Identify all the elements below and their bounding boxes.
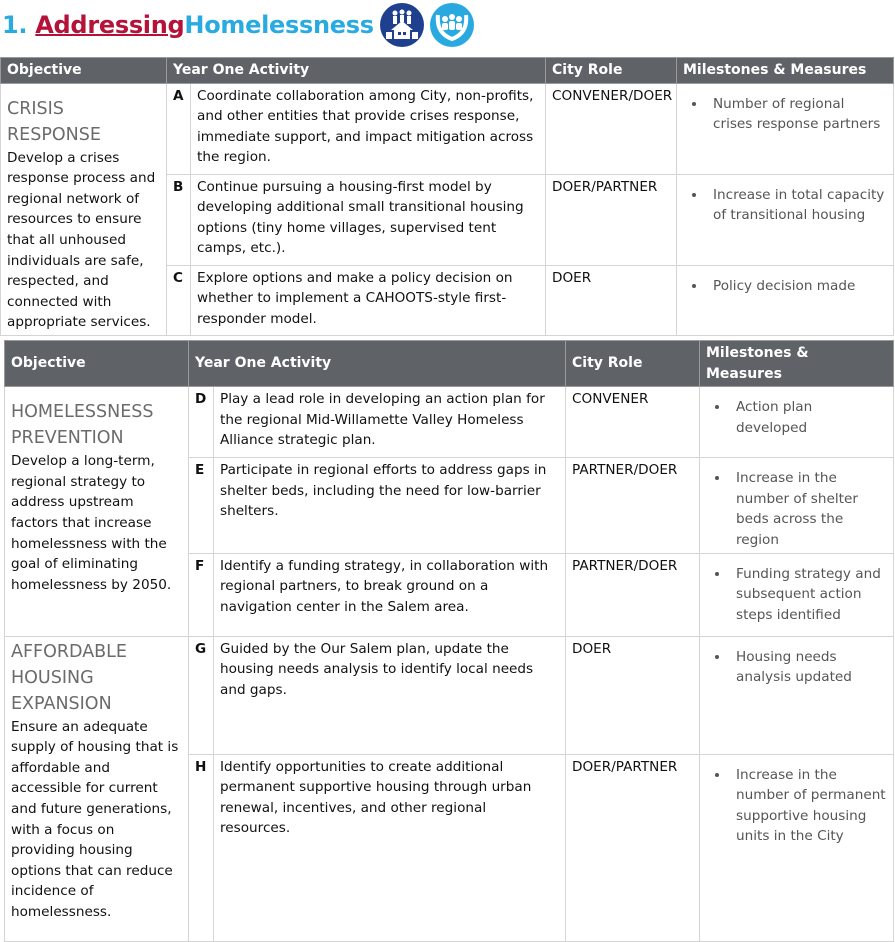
milestone-item: • Action plan developed bbox=[730, 397, 887, 438]
city-role: DOER bbox=[566, 636, 700, 754]
milestone-item: • Increase in the number of permanent supportive housing units in the City bbox=[730, 765, 887, 847]
milestone bbox=[700, 458, 894, 553]
row-letter: G bbox=[189, 636, 214, 754]
activity: Continue pursuing a housing-first model by developing additional small transitional housing options (tiny home villages, supervised tent camps, etc.). bbox=[191, 174, 546, 265]
milestone-item: • Increase in total capacity of transitional housing bbox=[707, 185, 887, 226]
objective-cell bbox=[5, 636, 189, 941]
activity: Participate in regional efforts to address gaps in shelter beds, including the need for low-barrier shelters. bbox=[214, 458, 566, 553]
community-care-icon bbox=[430, 3, 474, 47]
section-title-word-homelessness: Homelessness bbox=[184, 11, 374, 39]
objective-description: Develop a long-term, regional strategy to address upstream factors that increase homelessness with the goal of eliminating homelessness by 2050. bbox=[11, 453, 172, 593]
milestone-item: • Increase in the number of shelter beds across the region bbox=[730, 468, 887, 550]
table-row bbox=[5, 387, 894, 458]
header-objective: Objective bbox=[5, 341, 189, 387]
prevention-housing-table bbox=[4, 340, 894, 942]
city-role: PARTNER/DOER bbox=[566, 553, 700, 636]
family-housing-icon bbox=[380, 3, 424, 47]
section-number: 1. bbox=[2, 11, 28, 39]
row-letter: A bbox=[167, 83, 191, 174]
milestone bbox=[677, 174, 894, 265]
milestone bbox=[700, 754, 894, 941]
activity: Explore options and make a policy decision on whether to implement a CAHOOTS-style first-responder model. bbox=[191, 265, 546, 335]
header-milestones: Milestones & Measures bbox=[677, 58, 894, 84]
activity: Identify opportunities to create additional permanent supportive housing through urban renewal, incentives, and other regional resources. bbox=[214, 754, 566, 941]
row-letter: F bbox=[189, 553, 214, 636]
objective-cell bbox=[1, 83, 167, 335]
header-role: City Role bbox=[566, 341, 700, 387]
objective-cell bbox=[5, 387, 189, 636]
activity: Coordinate collaboration among City, non-profits, and other entities that provide crises response, immediate support, and impact mitigation across the region. bbox=[191, 83, 546, 174]
table-header bbox=[1, 58, 894, 84]
activity: Guided by the Our Salem plan, update the housing needs analysis to identify local needs and gaps. bbox=[214, 636, 566, 754]
city-role: CONVENER bbox=[566, 387, 700, 458]
activity: Identify a funding strategy, in collaboration with regional partners, to break ground on a navigation center in the Salem area. bbox=[214, 553, 566, 636]
row-letter: D bbox=[189, 387, 214, 458]
milestone bbox=[700, 553, 894, 636]
header-activity: Year One Activity bbox=[189, 341, 566, 387]
objective-title: CRISIS RESPONSE bbox=[7, 98, 101, 145]
row-letter: H bbox=[189, 754, 214, 941]
milestone-item: • Policy decision made bbox=[707, 276, 887, 297]
crisis-response-table bbox=[0, 57, 894, 336]
section-title bbox=[2, 0, 474, 50]
row-letter: E bbox=[189, 458, 214, 553]
city-role: DOER/PARTNER bbox=[566, 754, 700, 941]
header-objective: Objective bbox=[1, 58, 167, 84]
city-role: DOER/PARTNER bbox=[546, 174, 677, 265]
milestone-item: • Number of regional crises response partners bbox=[707, 94, 887, 135]
city-role: PARTNER/DOER bbox=[566, 458, 700, 553]
section-title-word-addressing: Addressing bbox=[35, 11, 185, 39]
activity: Play a lead role in developing an action plan for the regional Mid-Willamette Valley Homeless Alliance strategic plan. bbox=[214, 387, 566, 458]
header-activity: Year One Activity bbox=[167, 58, 546, 84]
row-letter: B bbox=[167, 174, 191, 265]
milestone bbox=[700, 636, 894, 754]
milestone-item: • Funding strategy and subsequent action steps identified bbox=[730, 564, 887, 626]
header-milestones: Milestones & Measures bbox=[700, 341, 894, 387]
objective-title: HOMELESSNESS PREVENTION bbox=[11, 402, 154, 449]
objective-description: Ensure an adequate supply of housing that is affordable and accessible for current and future generations, with a focus on providing housing options that can reduce incidence of homelessness. bbox=[11, 718, 179, 920]
header-role: City Role bbox=[546, 58, 677, 84]
objective-description: Develop a crises response process and regional network of resources to ensure that all unhoused individuals are safe, respected, and connected with appropriate services. bbox=[7, 149, 156, 331]
table-row bbox=[5, 636, 894, 754]
milestone bbox=[677, 83, 894, 174]
table-row bbox=[1, 83, 894, 174]
city-role: CONVENER/DOER bbox=[546, 83, 677, 174]
row-letter: C bbox=[167, 265, 191, 335]
objective-title: AFFORDABLE HOUSING EXPANSION bbox=[11, 641, 127, 714]
table-header bbox=[5, 341, 894, 387]
milestone bbox=[677, 265, 894, 335]
milestone-item: • Housing needs analysis updated bbox=[730, 647, 887, 688]
milestone bbox=[700, 387, 894, 458]
city-role: DOER bbox=[546, 265, 677, 335]
